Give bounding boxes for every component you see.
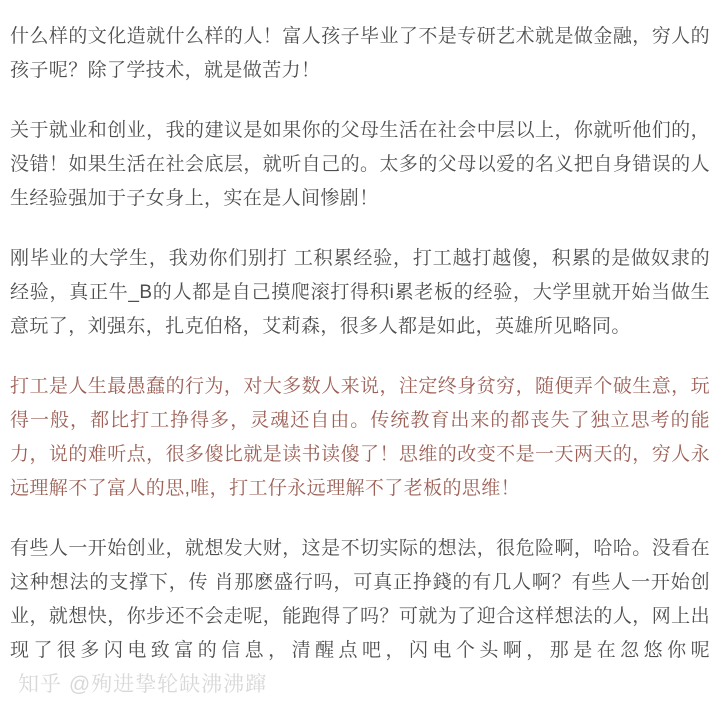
paragraph-5-text: 有些人一开始创业，就想发大财，这是不切实际的想法，很危险啊，哈哈。没看在这种想法的支撑下，传 肖那麽盛行吗，可真正挣錢的有几人啊？有些人一开始创业，就想快，你步还不会走呢，能跑得了吗？可就为了迎合这样想法的人，网上出现了很多闪电致富的信息，清醒点吧，闪电个头啊，那是在忽悠你呢 <box>10 538 710 661</box>
paragraph-3: 刚毕业的大学生，我劝你们别打 工积累经验，打工越打越傻，积累的是做奴隶的经验，真正牛_B的人都是自己摸爬滚打得积i累老板的经验，大学里就开始当做生意玩了，刘强东，扎克伯格，艾莉森，很多人都是如此，英雄所见略同。 <box>10 248 710 337</box>
paragraph-4-highlighted: 打工是人生最愚蠢的行为，对大多数人来说，注定终身贫穷，随便弄个破生意，玩得一般，都比打工挣得多，灵魂还自由。传统教育出来的都丧失了独立思考的能力，说的难听点，很多傻比就是读书读傻了！思维的改变不是一天两天的，穷人永远理解不了富人的思,唯，打工仔永远理解不了老板的思维！ <box>10 376 710 499</box>
paragraph-2: 关于就业和创业，我的建议是如果你的父母生活在社会中层以上，你就听他们的，没错！如果生活在社会底层，就听自己的。太多的父母以爱的名义把自身错误的人生经验强加于子女身上，实在是人间惨剧！ <box>10 120 710 209</box>
paragraph-5 <box>10 532 710 703</box>
paragraph-1: 什么样的文化造就什么样的人！富人孩子毕业了不是专研艺术就是做金融，穷人的孩子呢？除了学技术，就是做苦力！ <box>10 26 710 81</box>
zhihu-watermark: 知乎 @殉进挚轮缺沸沸蹿 <box>18 673 268 696</box>
